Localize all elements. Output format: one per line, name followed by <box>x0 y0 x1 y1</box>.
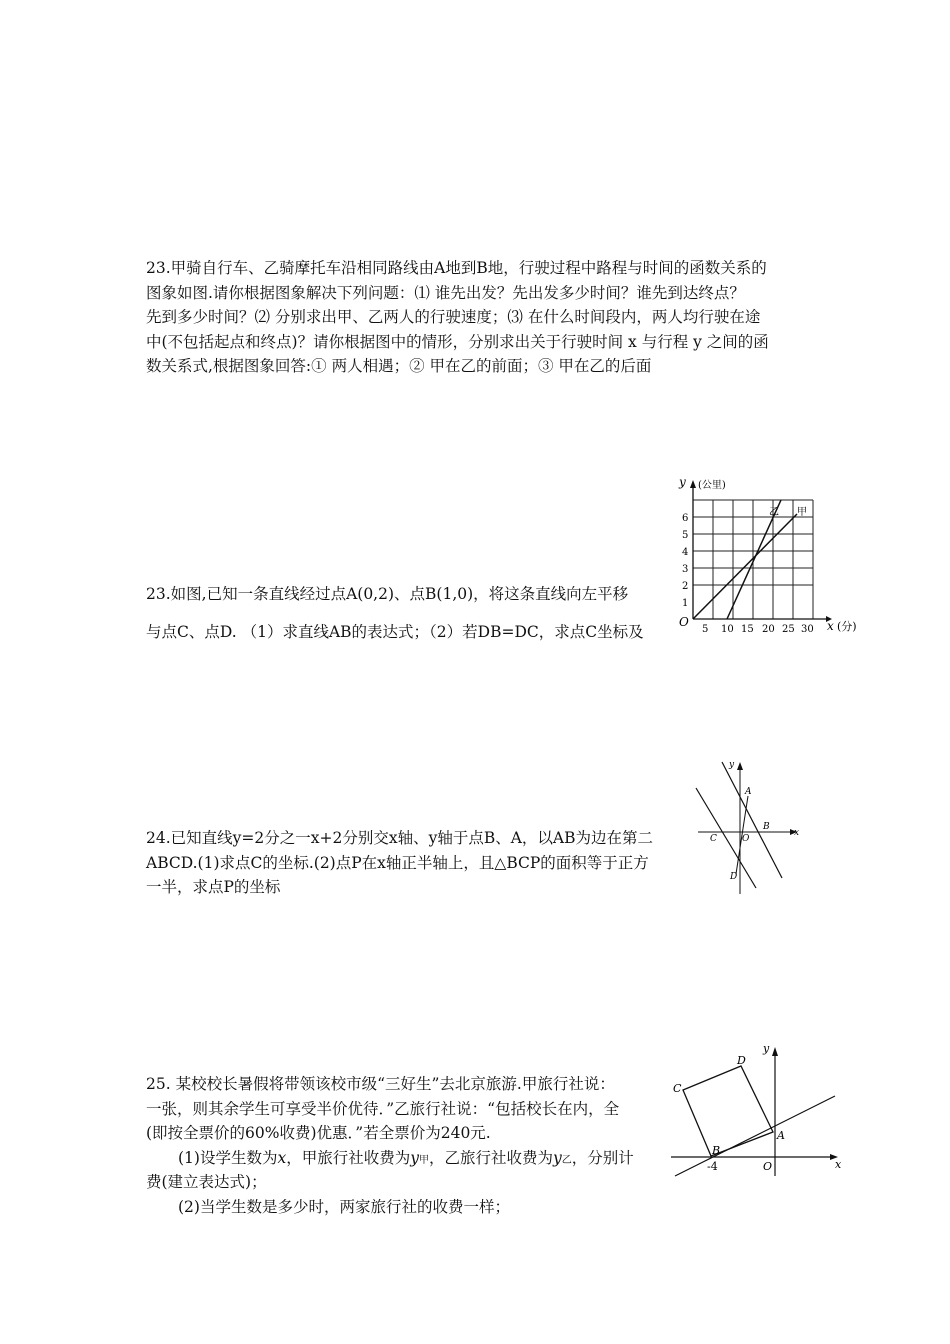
q24-line-2: ABCD.(1)求点C的坐标.(2)点P在x轴正半轴上，且△BCP的面积等于正方 <box>146 853 649 872</box>
origin-label: O <box>679 615 689 629</box>
line-jia-label: 甲 <box>797 507 807 518</box>
square-figure <box>667 1040 847 1180</box>
fig3-label-d: D <box>737 1054 746 1067</box>
y-tick: 4 <box>682 547 689 558</box>
q25-line-4-part: ，分别计 <box>571 1148 634 1167</box>
y-tick: 3 <box>682 564 689 575</box>
var-x: x <box>277 1148 287 1167</box>
q25-line-4-part: ，甲旅行社收费为 <box>286 1148 411 1167</box>
fig3-label-x: x <box>835 1158 842 1171</box>
var-y-jia: y <box>410 1148 419 1167</box>
y-tick: 6 <box>682 513 689 524</box>
fig2-label-o: O <box>742 834 750 844</box>
x-tick: 5 <box>702 624 709 635</box>
fig2-label-c: C <box>710 834 717 844</box>
fig3-label-c: C <box>673 1082 682 1095</box>
q25-line-4-part: ，乙旅行社收费为 <box>429 1148 554 1167</box>
x-tick: 25 <box>782 624 795 635</box>
y-tick: 2 <box>682 581 689 592</box>
y-axis-arrow-icon <box>690 480 696 488</box>
q25-line-6: (2)当学生数是多少时，两家旅行社的收费一样； <box>178 1197 510 1216</box>
x-unit-label: (分) <box>837 620 857 633</box>
var-y-yi: y <box>553 1148 562 1167</box>
q25-line-5: 费(建立表达式)； <box>146 1173 267 1191</box>
q23a-line-2: 图象如图.请你根据图象解决下列问题：⑴ 谁先出发？先出发多少时间？谁先到达终点？ <box>146 283 745 302</box>
subscript-jia: 甲 <box>419 1154 429 1166</box>
fig2-label-a: A <box>745 787 752 797</box>
x-tick: 20 <box>762 624 775 635</box>
fig3-label-minus4: -4 <box>707 1160 718 1173</box>
line-square-svg <box>692 758 810 898</box>
fig2-label-y: y <box>729 760 735 770</box>
q23a-line-5: 数关系式,根据图象回答:① 两人相遇；② 甲在乙的前面；③ 甲在乙的后面 <box>146 357 652 375</box>
line-yi-label: 乙 <box>769 507 779 518</box>
fig3-label-b: B <box>712 1144 721 1157</box>
y-axis-label: y <box>679 475 686 489</box>
q24-line-1: 24.已知直线y=2分之一x+2分别交x轴、y轴于点B、A，以AB为边在第二 <box>146 829 654 847</box>
q25-line-4-part: (1)设学生数为 <box>178 1148 278 1167</box>
travel-graph-svg <box>666 472 866 642</box>
square-abcd <box>683 1066 773 1156</box>
question-24 <box>146 826 653 900</box>
square-svg <box>667 1040 847 1180</box>
y-unit-label: (公里) <box>698 480 726 491</box>
question-23-line <box>146 582 644 645</box>
q25-line-4 <box>146 1146 634 1171</box>
y-axis-arrow-icon <box>737 762 743 770</box>
q24-line-3: 一半，求点P的坐标 <box>146 878 281 896</box>
subscript-yi: 乙 <box>561 1154 572 1166</box>
fig2-label-d: D <box>730 872 738 882</box>
travel-graph-figure <box>666 472 866 642</box>
line-ab <box>675 1096 835 1176</box>
q25-line-1: 25. 某校校长暑假将带领该校市级“三好生”去北京旅游.甲旅行社说： <box>146 1075 615 1093</box>
fig3-label-a: A <box>777 1129 785 1142</box>
q23a-line-4: 中(不包括起点和终点)？请你根据图中的情形，分别求出关于行驶时间 x 与行程 y 之间的函 <box>146 332 769 351</box>
x-tick: 15 <box>741 624 754 635</box>
line-ab <box>722 762 782 878</box>
y-tick-labels <box>682 513 688 609</box>
q23a-line-3: 先到多少时间？⑵ 分别求出甲、乙两人的行驶速度；⑶ 在什么时间段内，两人均行驶在途 <box>146 308 761 326</box>
x-tick: 10 <box>721 624 734 635</box>
line-square-figure <box>692 758 810 898</box>
x-axis-label: x <box>827 619 834 633</box>
fig3-label-y: y <box>763 1042 770 1055</box>
fig3-label-o: O <box>763 1160 773 1173</box>
q25-line-3: (即按全票价的60%收费)优惠．”若全票价为240元. <box>146 1124 491 1142</box>
q23a-line-1: 23.甲骑自行车、乙骑摩托车沿相同路线由A地到B地，行驶过程中路程与时间的函数关系的 <box>146 259 767 277</box>
y-axis-arrow-icon <box>772 1047 778 1056</box>
question-23-travel <box>146 256 769 379</box>
question-25 <box>146 1072 634 1219</box>
line-jia <box>693 514 797 619</box>
x-tick-labels <box>702 624 814 635</box>
x-tick: 30 <box>801 624 814 635</box>
fig2-label-b: B <box>763 822 770 832</box>
fig2-label-x: x <box>794 828 800 838</box>
y-tick: 1 <box>682 598 689 609</box>
y-tick: 5 <box>682 530 689 541</box>
q23b-line-2: 与点C、点D. （1）求直线AB的表达式；（2）若DB=DC，求点C坐标及 <box>146 623 644 641</box>
q23b-line-1: 23.如图,已知一条直线经过点A(0,2)、点B(1,0)，将这条直线向左平移 <box>146 585 629 603</box>
q25-line-2: 一张，则其余学生可享受半价优待．”乙旅行社说：“包括校长在内，全 <box>146 1099 620 1118</box>
